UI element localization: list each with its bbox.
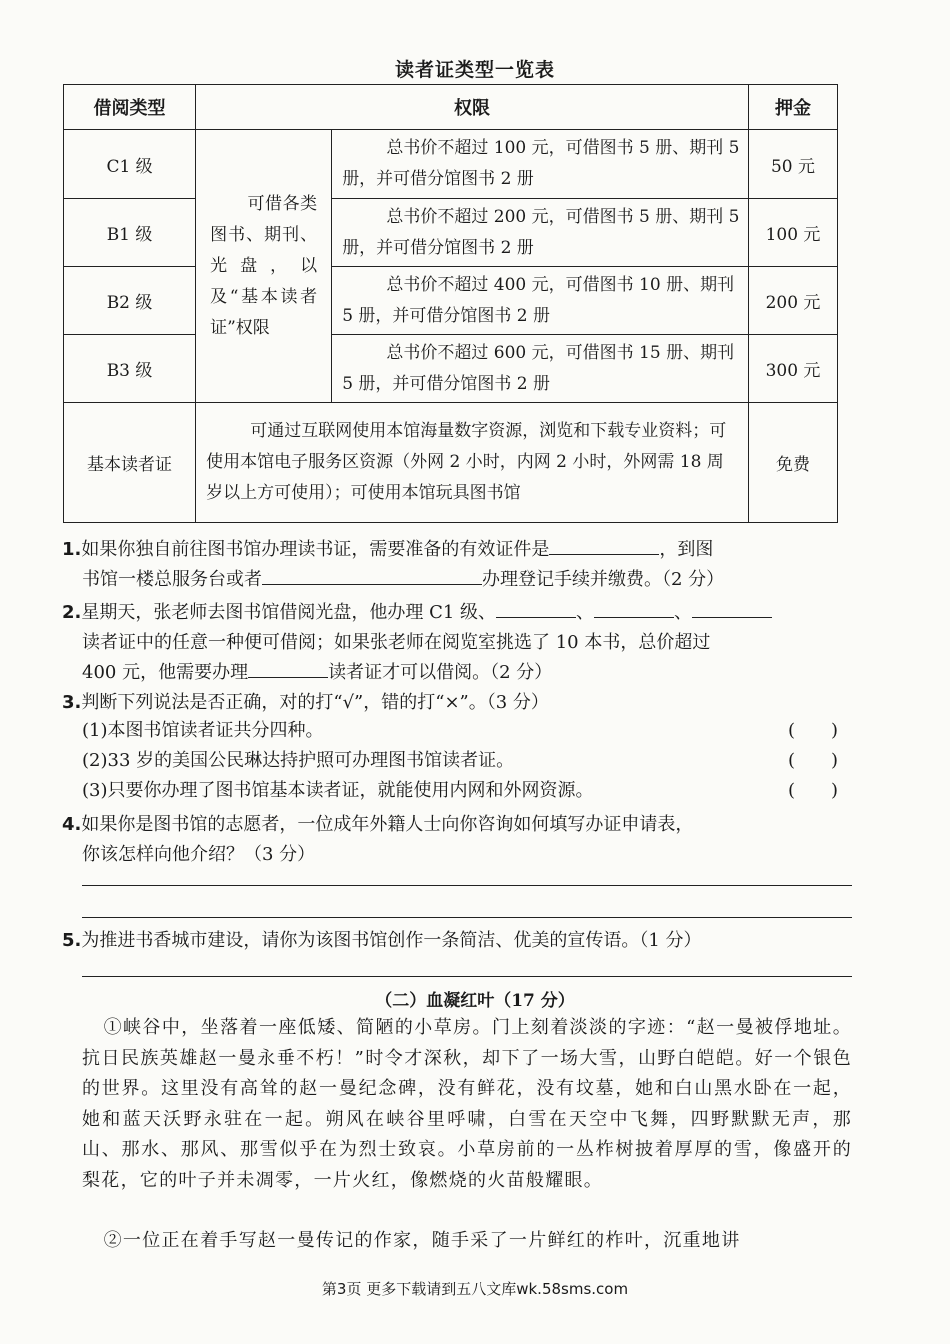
q3-item-1: (1)本图书馆读者证共分四种。 [82, 720, 324, 741]
question-3 [62, 688, 862, 718]
question-1 [62, 535, 862, 595]
q1-number: 1. [62, 539, 82, 560]
reader-card-table [63, 84, 838, 523]
header-deposit: 押金 [748, 85, 837, 130]
row-detail: 总书价不超过 600 元，可借图书 15 册、期刊 5 册，并可借分馆图书 2 册 [332, 335, 749, 403]
q2-text-d: 400 元，他需要办理 [82, 662, 249, 683]
row-detail: 总书价不超过 100 元，可借图书 5 册、期刊 5 册，并可借分馆图书 2 册 [332, 130, 749, 199]
table-row [64, 335, 838, 403]
table-row-basic [64, 403, 838, 523]
q1-text-a: 如果你独自前往图书馆办理读书证，需要准备的有效证件是 [81, 539, 550, 560]
q1-text-c: 书馆一楼总服务台或者 [82, 569, 262, 590]
q2-text-e: 读者证才可以借阅。（2 分） [328, 662, 553, 683]
paragraph-1: ①峡谷中，坐落着一座低矮、简陋的小草房。门上刻着淡淡的字迹：“赵一曼被俘地址。抗日民族英雄赵一曼永垂不朽！”时令才深秋，却下了一场大雪，山野白皑皑。好一个银色的世界。这里没有高耸的赵一曼纪念碑，没有鲜花，没有坟墓，她和白山黑水卧在一起，她和蓝天沃野永驻在一起。朔风在峡谷里呼啸，白雪在天空中飞舞，四野默默无声，那山、那水、那风、那雪似乎在为烈士致哀。小草房前的一丛柞树披着厚厚的雪，像盛开的梨花，它的叶子并未凋零，一片火红，像燃烧的火苗般耀眼。 [82, 1017, 852, 1191]
q3-answer-1[interactable]: ( ) [788, 720, 839, 741]
q3-answer-2[interactable]: ( ) [788, 750, 839, 771]
q4-text-b: 你该怎样向他介绍？（3 分） [82, 844, 316, 865]
q2-text-c: 读者证中的任意一种便可借阅；如果张老师在阅览室挑选了 10 本书，总价超过 [82, 632, 711, 653]
basic-type: 基本读者证 [64, 403, 196, 523]
basic-deposit: 免费 [748, 403, 837, 523]
q2-blank-4[interactable] [248, 659, 328, 678]
q1-text-d: 办理登记手续并缴费。（2 分） [482, 569, 725, 590]
q1-blank-1[interactable] [549, 536, 659, 555]
q4-answer-line-1[interactable] [82, 885, 852, 886]
q2-text-a: 星期天，张老师去图书馆借阅光盘，他办理 C1 级、 [81, 602, 497, 623]
header-type: 借阅类型 [64, 85, 196, 130]
q5-number: 5. [62, 930, 82, 951]
row-type: C1 级 [64, 130, 196, 199]
q3-answer-3[interactable]: ( ) [788, 780, 839, 801]
shared-permission-text: 可借各类图书、期刊、光盘，以及“基本读者证”权限 [210, 193, 318, 338]
question-5 [62, 926, 862, 956]
q5-answer-line[interactable] [82, 976, 852, 977]
row-detail: 总书价不超过 400 元，可借图书 10 册、期刊 5 册，并可借分馆图书 2 册 [332, 267, 749, 335]
row-type: B2 级 [64, 267, 196, 335]
row-type: B3 级 [64, 335, 196, 403]
question-4 [62, 810, 862, 870]
page-footer: 第3页 更多下载请到五八文库wk.58sms.com [321, 1280, 629, 1298]
row-detail: 总书价不超过 200 元，可借图书 5 册、期刊 5 册，并可借分馆图书 2 册 [332, 199, 749, 267]
row-deposit: 50 元 [748, 130, 837, 199]
table-row [64, 130, 838, 199]
q2-blank-3[interactable] [692, 599, 772, 618]
table-header-row [64, 85, 838, 130]
q4-text-a: 如果你是图书馆的志愿者，一位成年外籍人士向你咨询如何填写办证申请表， [81, 814, 694, 835]
row-deposit: 300 元 [748, 335, 837, 403]
q2-blank-1[interactable] [496, 599, 576, 618]
row-type: B1 级 [64, 199, 196, 267]
row-deposit: 200 元 [748, 267, 837, 335]
q3-number: 3. [62, 692, 82, 713]
q2-blank-2[interactable] [594, 599, 674, 618]
shared-permission [196, 130, 332, 403]
table-row [64, 267, 838, 335]
q5-text: 为推进书香城市建设，请你为该图书馆创作一条简洁、优美的宣传语。（1 分） [81, 930, 702, 951]
q2-sep-2: 、 [674, 602, 693, 623]
row-deposit: 100 元 [748, 199, 837, 267]
q4-answer-line-2[interactable] [82, 917, 852, 918]
q1-text-b: ，到图 [659, 539, 714, 560]
q3-item-2: (2)33 岁的美国公民琳达持护照可办理图书馆读者证。 [82, 750, 515, 771]
q3-text: 判断下列说法是否正确，对的打“√”，错的打“×”。（3 分） [81, 692, 549, 713]
q1-blank-2[interactable] [262, 566, 482, 585]
table-row [64, 199, 838, 267]
basic-detail: 可通过互联网使用本馆海量数字资源，浏览和下载专业资料；可使用本馆电子服务区资源（外网 2 小时，内网 2 小时，外网需 18 周岁以上方可使用）；可使用本馆玩具图书馆 [196, 403, 749, 523]
q2-number: 2. [62, 602, 82, 623]
header-permission: 权限 [196, 85, 749, 130]
table-title: 读者证类型一览表 [394, 59, 555, 81]
section-title: （二）血凝红叶（17 分） [375, 991, 575, 1011]
paragraph-2: ②一位正在着手写赵一曼传记的作家，随手采了一片鲜红的柞叶，沉重地讲 [103, 1230, 741, 1251]
q4-number: 4. [62, 814, 82, 835]
q2-sep-1: 、 [576, 602, 595, 623]
q3-item-3: (3)只要你办理了图书馆基本读者证，就能使用内网和外网资源。 [82, 780, 594, 801]
question-2 [62, 598, 862, 688]
